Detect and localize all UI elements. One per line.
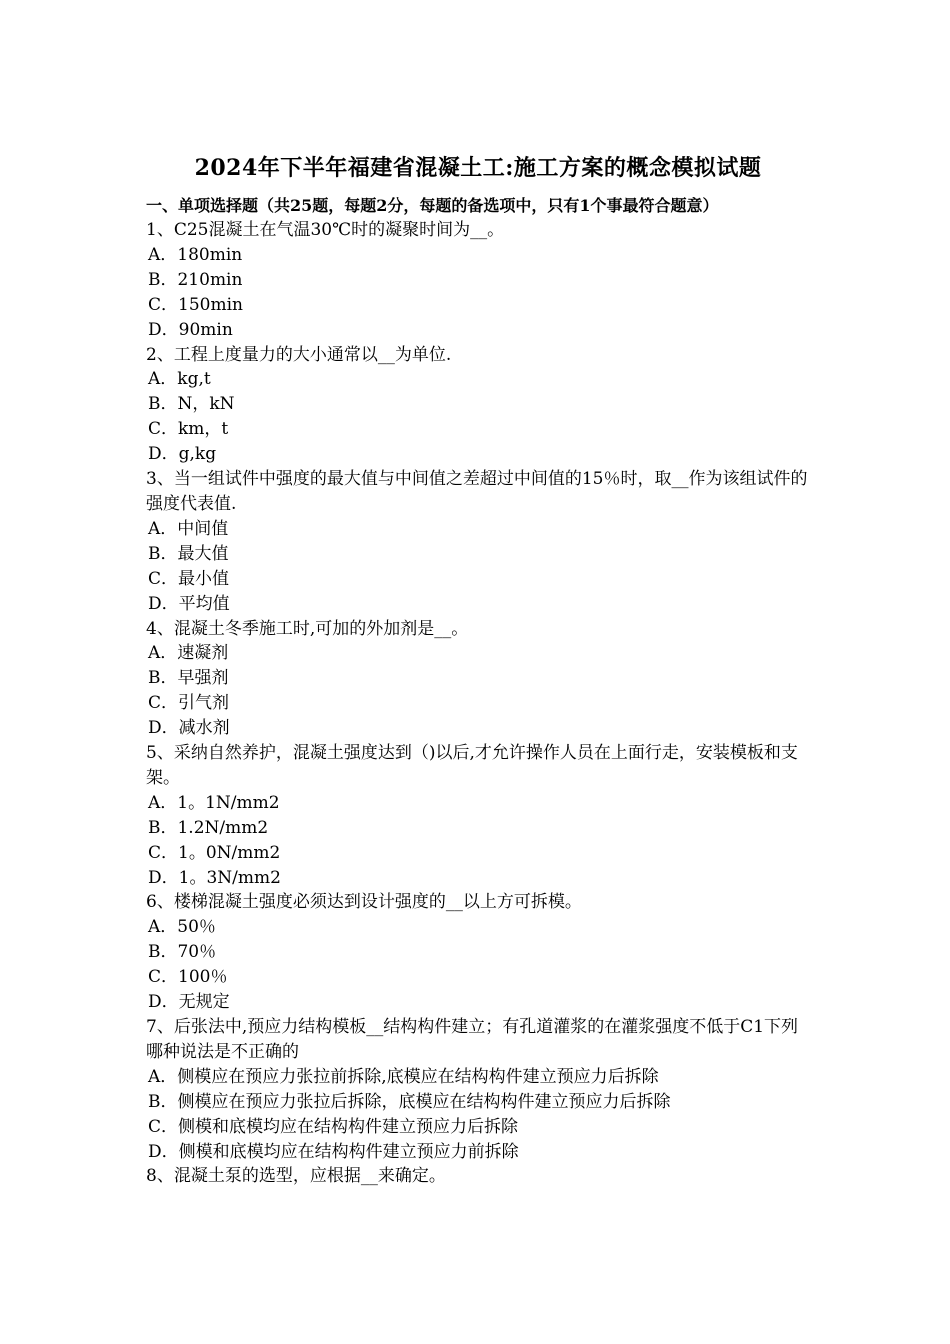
question-3 <box>146 467 810 616</box>
option-b: B．N，kN <box>148 394 235 415</box>
option-b: B．210min <box>148 269 243 290</box>
question-text: 7、后张法中,预应力结构模板__结构构件建立；有孔道灌浆的在灌浆强度不低于C1下列哪种说法是不正确的 <box>146 1017 799 1062</box>
option-d: D．90min <box>148 319 233 340</box>
option-c: C．100％ <box>148 967 228 988</box>
option-c: C．150min <box>148 294 243 315</box>
option-d: D．无规定 <box>148 992 230 1013</box>
option-c: C．侧模和底模均应在结构构件建立预应力后拆除 <box>148 1116 519 1137</box>
question-5 <box>146 741 810 890</box>
option-b: B．70％ <box>148 942 217 963</box>
option-d: D．减水剂 <box>148 718 230 739</box>
option-c: C．最小值 <box>148 568 230 589</box>
question-text: 6、楼梯混凝土强度必须达到设计强度的__以上方可拆模。 <box>146 892 582 913</box>
option-a: A．180min <box>148 244 243 265</box>
option-c: C．1。0N/mm2 <box>148 842 281 863</box>
question-text: 1、C25混凝土在气温30℃时的凝聚时间为__。 <box>146 220 505 240</box>
question-8 <box>146 1164 810 1189</box>
document-page <box>146 150 810 1189</box>
option-d: D．侧模和底模均应在结构构件建立预应力前拆除 <box>148 1141 519 1162</box>
option-a: A．1。1N/mm2 <box>148 792 280 813</box>
question-text: 2、工程上度量力的大小通常以__为单位. <box>146 344 452 365</box>
option-b: B．最大值 <box>148 543 229 564</box>
option-a: A．速凝剂 <box>148 643 229 664</box>
question-text: 8、混凝土泵的选型，应根据__来确定。 <box>146 1166 446 1187</box>
option-b: B．侧模应在预应力张拉后拆除，底模应在结构构件建立预应力后拆除 <box>148 1091 671 1112</box>
question-text: 5、采纳自然养护，混凝土强度达到（)以后,才允许操作人员在上面行走，安装模板和支架。 <box>146 743 798 788</box>
section-heading: 一、单项选择题（共25题，每题2分，每题的备选项中，只有1个事最符合题意） <box>146 196 719 215</box>
question-4 <box>146 617 810 742</box>
option-b: B．早强剂 <box>148 668 229 689</box>
option-d: D．平均值 <box>148 593 230 614</box>
option-c: C．km，t <box>148 419 229 440</box>
question-1 <box>146 218 810 343</box>
option-d: D．1。3N/mm2 <box>148 867 281 888</box>
option-a: A．kg,t <box>148 369 211 390</box>
question-text: 3、当一组试件中强度的最大值与中间值之差超过中间值的15％时，取__作为该组试件的强度代表值. <box>146 469 808 514</box>
option-c: C．引气剂 <box>148 693 230 714</box>
option-a: A．中间值 <box>148 518 229 539</box>
page-title: 2024年下半年福建省混凝土工:施工方案的概念模拟试题 <box>194 155 762 181</box>
option-a: A．50％ <box>148 917 216 938</box>
option-d: D．g,kg <box>148 444 217 465</box>
question-2 <box>146 343 810 468</box>
question-text: 4、混凝土冬季施工时,可加的外加剂是__。 <box>146 618 469 639</box>
option-b: B．1.2N/mm2 <box>148 817 269 838</box>
option-a: A．侧模应在预应力张拉前拆除,底模应在结构构件建立预应力后拆除 <box>148 1066 659 1087</box>
question-7 <box>146 1015 810 1164</box>
question-6 <box>146 890 810 1015</box>
